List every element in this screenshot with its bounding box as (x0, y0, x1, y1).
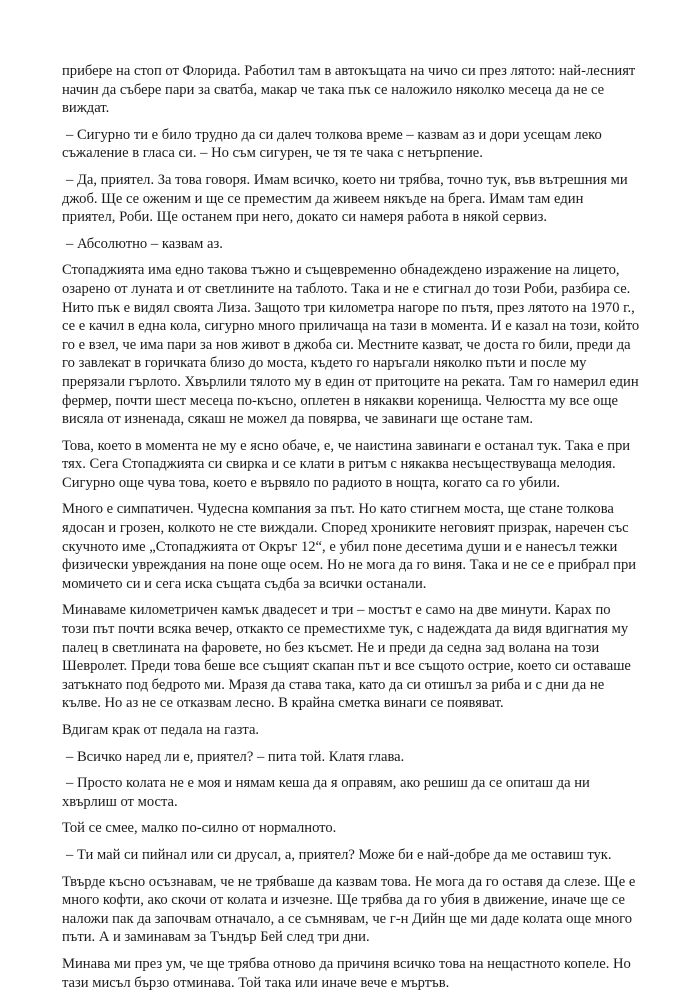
paragraph: Минаваме километричен камък двадесет и три – мостът е само на две минути. Карах по този път почти всяка вечер, откакто се преместихме тук, с надеждата да видя вдигнатия му палец в светлината на фаровете, но без късмет. Не и преди да седна зад волана на този Шевролет. Преди това беше все същият скапан път и все същото острие, което си оставаше затъкнато под бедрото ми. Мразя да става така, като да си отишъл за риба и с дни да не кълве. Но аз не се отказвам лесно. В крайна сметка винаги се появяват. (62, 602, 631, 712)
paragraph: Стопаджията има едно такова тъжно и същевременно обнадеждено изражение на лицето, озарено от луната и от светлините на таблото. Така и не е стигнал до този Роби, разбира се. Нито пък е видял своята Лиза. Защото три километра нагоре по пътя, през лятото на 1970 г., се е качил в една кола, сигурно много приличаща на тази в момента. И е казал на този, който го е взел, че има пари за нов живот в джоба си. Местните казват, че доста го били, преди да го завлекат в горичката близо до моста, където го наръгали няколко пъти и после му прерязали гърлото. Хвърлили тялото му в един от притоците на реката. Там го намерил един фермер, почти шест месеца по-късно, оплетен в някакви коренища. Челюстта му все още висяла от изненада, сякаш не можел да повярва, че завинаги ще остане там. (62, 262, 640, 428)
paragraph: Той се смее, малко по-силно от нормалното. (62, 820, 337, 837)
paragraph: Много е симпатичен. Чудесна компания за път. Но като стигнем моста, ще стане толкова ядосан и грозен, колкото не сте виждали. Според хрониките неговият призрак, наречен със скучното име „Стопаджията от Окръг 12“, е убил поне десетима души и е нанесъл тежки физически увреждания на поне още осем. Но не мога да го виня. Така и не се е прибрал при момичето си и сега иска същата съдба за всички останали. (62, 501, 637, 592)
document-page (62, 62, 640, 1000)
dialogue-paragraph: – Ти май си пийнал или си друсал, а, приятел? Може би е най-добре да ме оставиш тук. (66, 846, 612, 863)
dialogue-paragraph: – Да, приятел. За това говоря. Имам всичко, което ни трябва, точно тук, във вътрешния ми джоб. Ще се оженим и ще се преместим да живеем някъде на брега. Имам там един приятел, Роби. Ще останем при него, докато си намеря работа в някой сервиз. (62, 171, 628, 226)
paragraph: Това, което в момента не му е ясно обаче, е, че наистина завинаги е останал тук. Така е при тях. Сега Стопаджията си свирка и се клати в ритъм с някаква несъществуваща мелодия. Сигурно още чува това, което е вървяло по радиото в нощта, когато са го убили. (62, 437, 631, 491)
dialogue-paragraph: – Всичко наред ли е, приятел? – пита той. Клатя глава. (66, 748, 405, 765)
dialogue-paragraph: – Сигурно ти е било трудно да си далеч толкова време – казвам аз и дори усещам леко съжаление в гласа си. – Но съм сигурен, че тя те чака с нетърпение. (62, 126, 602, 162)
paragraph: прибере на стоп от Флорида. Работил там в автокъщата на чичо си през лятото: най-лесният начин да събере пари за сватба, макар че така пък се наложило няколко месеца да не се виждат. (62, 63, 636, 117)
dialogue-paragraph: – Просто колата не е моя и нямам кеша да я оправям, ако решиш да се опиташ да ни хвърлиш от моста. (62, 775, 590, 810)
paragraph: Вдигам крак от педала на газта. (62, 722, 260, 738)
paragraph: Минава ми през ум, че ще трябва отново да причиня всичко това на нещастното копеле. Но тази мисъл бързо отминава. Той така или иначе вече е мъртъв. (62, 955, 631, 991)
dialogue-paragraph: – Абсолютно – казвам аз. (66, 235, 223, 252)
paragraph: Твърде късно осъзнавам, че не трябваше да казвам това. Не мога да го оставя да слезе. Ще е много кофти, ако скочи от колата и изчезне. Ще трябва да го убия в движение, иначе ще се наложи пак да започвам отначало, а се съмнявам, че г-н Дийн ще ми даде колата още много пъти. А и заминавам за Тъндър Бей след три дни. (62, 873, 636, 946)
